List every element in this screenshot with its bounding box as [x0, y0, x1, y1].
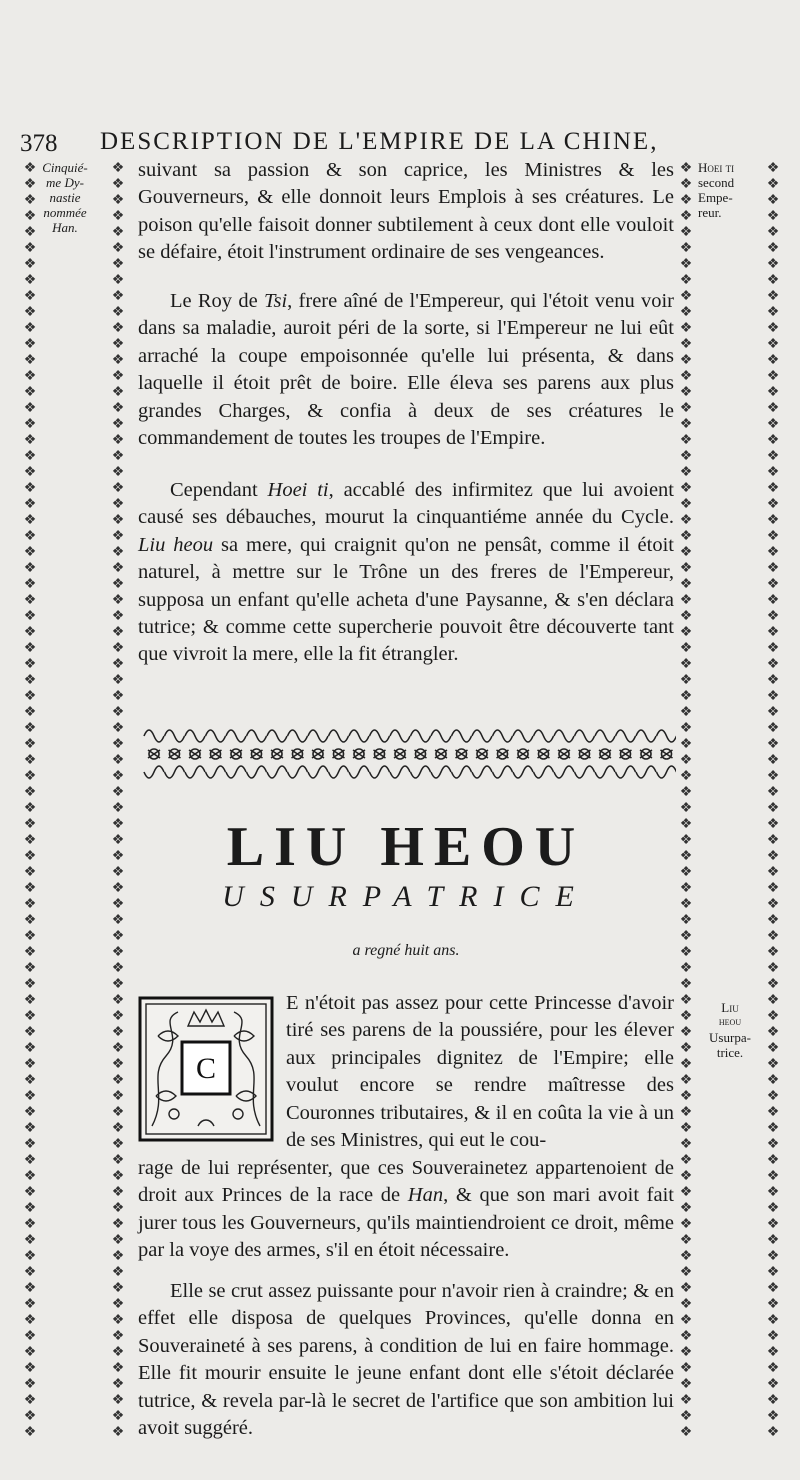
paragraph-4: E n'étoit pas assez pour cette Princesse d'avoir tiré ses parens de la poussiére, pour les élever aux principales dignitez de l'Empire; elle voulut encore se rendre maîtresse des Couronnes tributaires, & il en coûta la vie à un de ses Ministres, qui eut le cou-	[286, 992, 674, 1152]
running-title: DESCRIPTION DE L'EMPIRE DE LA CHINE,	[100, 128, 659, 155]
text-run: rage de lui représenter, que ces Souverainetez appartenoient de droit aux Princes de la race de	[138, 1157, 674, 1207]
paragraph-5	[138, 1155, 674, 1265]
margin-line: nastie	[49, 190, 81, 205]
margin-line: Cinquié-	[42, 160, 88, 175]
left-outer-border: ❖ ❖ ❖ ❖ ❖ ❖ ❖ ❖ ❖ ❖ ❖ ❖ ❖ ❖ ❖ ❖ ❖ ❖ ❖ ❖ ❖ ❖ ❖ ❖ ❖ ❖ ❖ ❖ ❖ ❖ ❖ ❖ ❖ ❖ ❖ ❖ ❖ ❖ ❖ ❖ ❖ ❖ ❖ ❖ ❖ ❖ ❖ ❖ ❖ ❖ ❖ ❖ ❖ ❖ ❖ ❖ ❖ ❖ ❖ ❖ ❖ ❖ ❖ ❖ ❖ ❖ ❖ ❖ ❖ ❖ ❖ ❖ ❖ ❖ ❖ ❖ ❖ ❖ ❖ ❖	[23, 160, 37, 1440]
margin-line: Usurpa-	[709, 1030, 751, 1045]
margin-line: Empe-	[698, 190, 733, 205]
margin-note-dynasty	[32, 160, 98, 235]
text-run: , frere aîné de l'Empereur, qui l'étoit venu voir dans sa maladie, auroit péri de la sorte, si l'Empereur ne lui eût arraché la coupe empoisonnée qu'elle lui présenta, & dans laquelle il étoit prêt de boire. Elle éleva ses parens aux plus grandes Charges, & confia à deux de ses créatures le commandement de toutes les troupes de l'Empire.	[138, 290, 674, 450]
margin-note-usurper	[700, 1000, 760, 1060]
margin-note-emperor	[698, 160, 760, 220]
proper-name: Liu heou	[138, 533, 214, 556]
left-inner-border: ❖ ❖ ❖ ❖ ❖ ❖ ❖ ❖ ❖ ❖ ❖ ❖ ❖ ❖ ❖ ❖ ❖ ❖ ❖ ❖ ❖ ❖ ❖ ❖ ❖ ❖ ❖ ❖ ❖ ❖ ❖ ❖ ❖ ❖ ❖ ❖ ❖ ❖ ❖ ❖ ❖ ❖ ❖ ❖ ❖ ❖ ❖ ❖ ❖ ❖ ❖ ❖ ❖ ❖ ❖ ❖ ❖ ❖ ❖ ❖ ❖ ❖ ❖ ❖ ❖ ❖ ❖ ❖ ❖ ❖ ❖ ❖ ❖ ❖ ❖ ❖ ❖ ❖ ❖ ❖	[111, 160, 125, 1440]
right-outer-border: ❖ ❖ ❖ ❖ ❖ ❖ ❖ ❖ ❖ ❖ ❖ ❖ ❖ ❖ ❖ ❖ ❖ ❖ ❖ ❖ ❖ ❖ ❖ ❖ ❖ ❖ ❖ ❖ ❖ ❖ ❖ ❖ ❖ ❖ ❖ ❖ ❖ ❖ ❖ ❖ ❖ ❖ ❖ ❖ ❖ ❖ ❖ ❖ ❖ ❖ ❖ ❖ ❖ ❖ ❖ ❖ ❖ ❖ ❖ ❖ ❖ ❖ ❖ ❖ ❖ ❖ ❖ ❖ ❖ ❖ ❖ ❖ ❖ ❖ ❖ ❖ ❖ ❖ ❖ ❖	[766, 160, 780, 1440]
margin-line: reur.	[698, 205, 722, 220]
margin-line: Han.	[52, 220, 78, 235]
text-run: Le Roy de	[170, 290, 264, 312]
chapter-subtitle: USURPATRICE	[222, 880, 590, 913]
text-run: , & que son mari avoit fait jurer tous les Gouverneurs, qu'ils maintiendroient ce droit, même par la voye des armes, s'il en étoit nécessaire.	[138, 1184, 674, 1262]
paragraph-3	[138, 477, 674, 669]
text-run: , accablé des infirmitez que lui avoient causé ses débauches, mourut la cinquantiéme année du Cycle.	[138, 479, 674, 529]
paragraph-2	[138, 288, 674, 452]
drop-cap	[138, 996, 274, 1142]
margin-line: nommée	[43, 205, 87, 220]
margin-line: second	[698, 175, 735, 190]
margin-line: Liu	[721, 1000, 739, 1015]
right-inner-border: ❖ ❖ ❖ ❖ ❖ ❖ ❖ ❖ ❖ ❖ ❖ ❖ ❖ ❖ ❖ ❖ ❖ ❖ ❖ ❖ ❖ ❖ ❖ ❖ ❖ ❖ ❖ ❖ ❖ ❖ ❖ ❖ ❖ ❖ ❖ ❖ ❖ ❖ ❖ ❖ ❖ ❖ ❖ ❖ ❖ ❖ ❖ ❖ ❖ ❖ ❖ ❖ ❖ ❖ ❖ ❖ ❖ ❖ ❖ ❖ ❖ ❖ ❖ ❖ ❖ ❖ ❖ ❖ ❖ ❖ ❖ ❖ ❖ ❖ ❖ ❖ ❖ ❖ ❖ ❖	[679, 160, 693, 1440]
proper-name: Hoei ti	[267, 479, 329, 501]
page-number: 378	[20, 130, 58, 157]
margin-line: Hoei ti	[698, 160, 735, 175]
margin-line: trice.	[716, 1045, 744, 1060]
text-run: sa mere, qui craignit qu'on ne pensât, comme il étoit naturel, à mettre sur le Trône un des freres de l'Empereur, supposa un enfant qu'elle acheta d'une Paysanne, & s'en déclara tutrice; & comme cette supercherie pouvoit être découverte tant que vivroit la mere, elle la fit étrangler.	[138, 533, 674, 666]
paragraph-6: Elle se crut assez puissante pour n'avoir rien à craindre; & en effet elle disposa de quelques Provinces, qu'elle donna en Souveraineté à ses parens, à condition de lui en faire hommage. Elle fit mourir ensuite le jeune enfant dont elle s'étoit déclarée tutrice, & revela par-là le secret de l'artifice que son ambition lui avoit suggéré.	[138, 1280, 674, 1440]
proper-name: Tsi	[263, 290, 288, 312]
reign-duration: a regné huit ans.	[352, 942, 460, 959]
margin-line: heou	[718, 1016, 742, 1028]
drop-cap-letter: C	[195, 1052, 217, 1085]
chapter-title: LIU HEOU	[226, 816, 586, 878]
paragraph-1: suivant sa passion & son caprice, les Ministres & les Gouverneurs, & elle donnoit leurs Emplois à ses créatures. Le poison qu'elle faisoit donner subtilement à ceux dont elle vouloit se défaire, étoit l'instrument ordinaire de ses vengeances.	[138, 159, 674, 264]
ornamental-band	[136, 718, 676, 788]
text-run: Cependant	[170, 479, 268, 501]
margin-line: me Dy-	[46, 175, 84, 190]
proper-name: Han	[407, 1184, 444, 1207]
